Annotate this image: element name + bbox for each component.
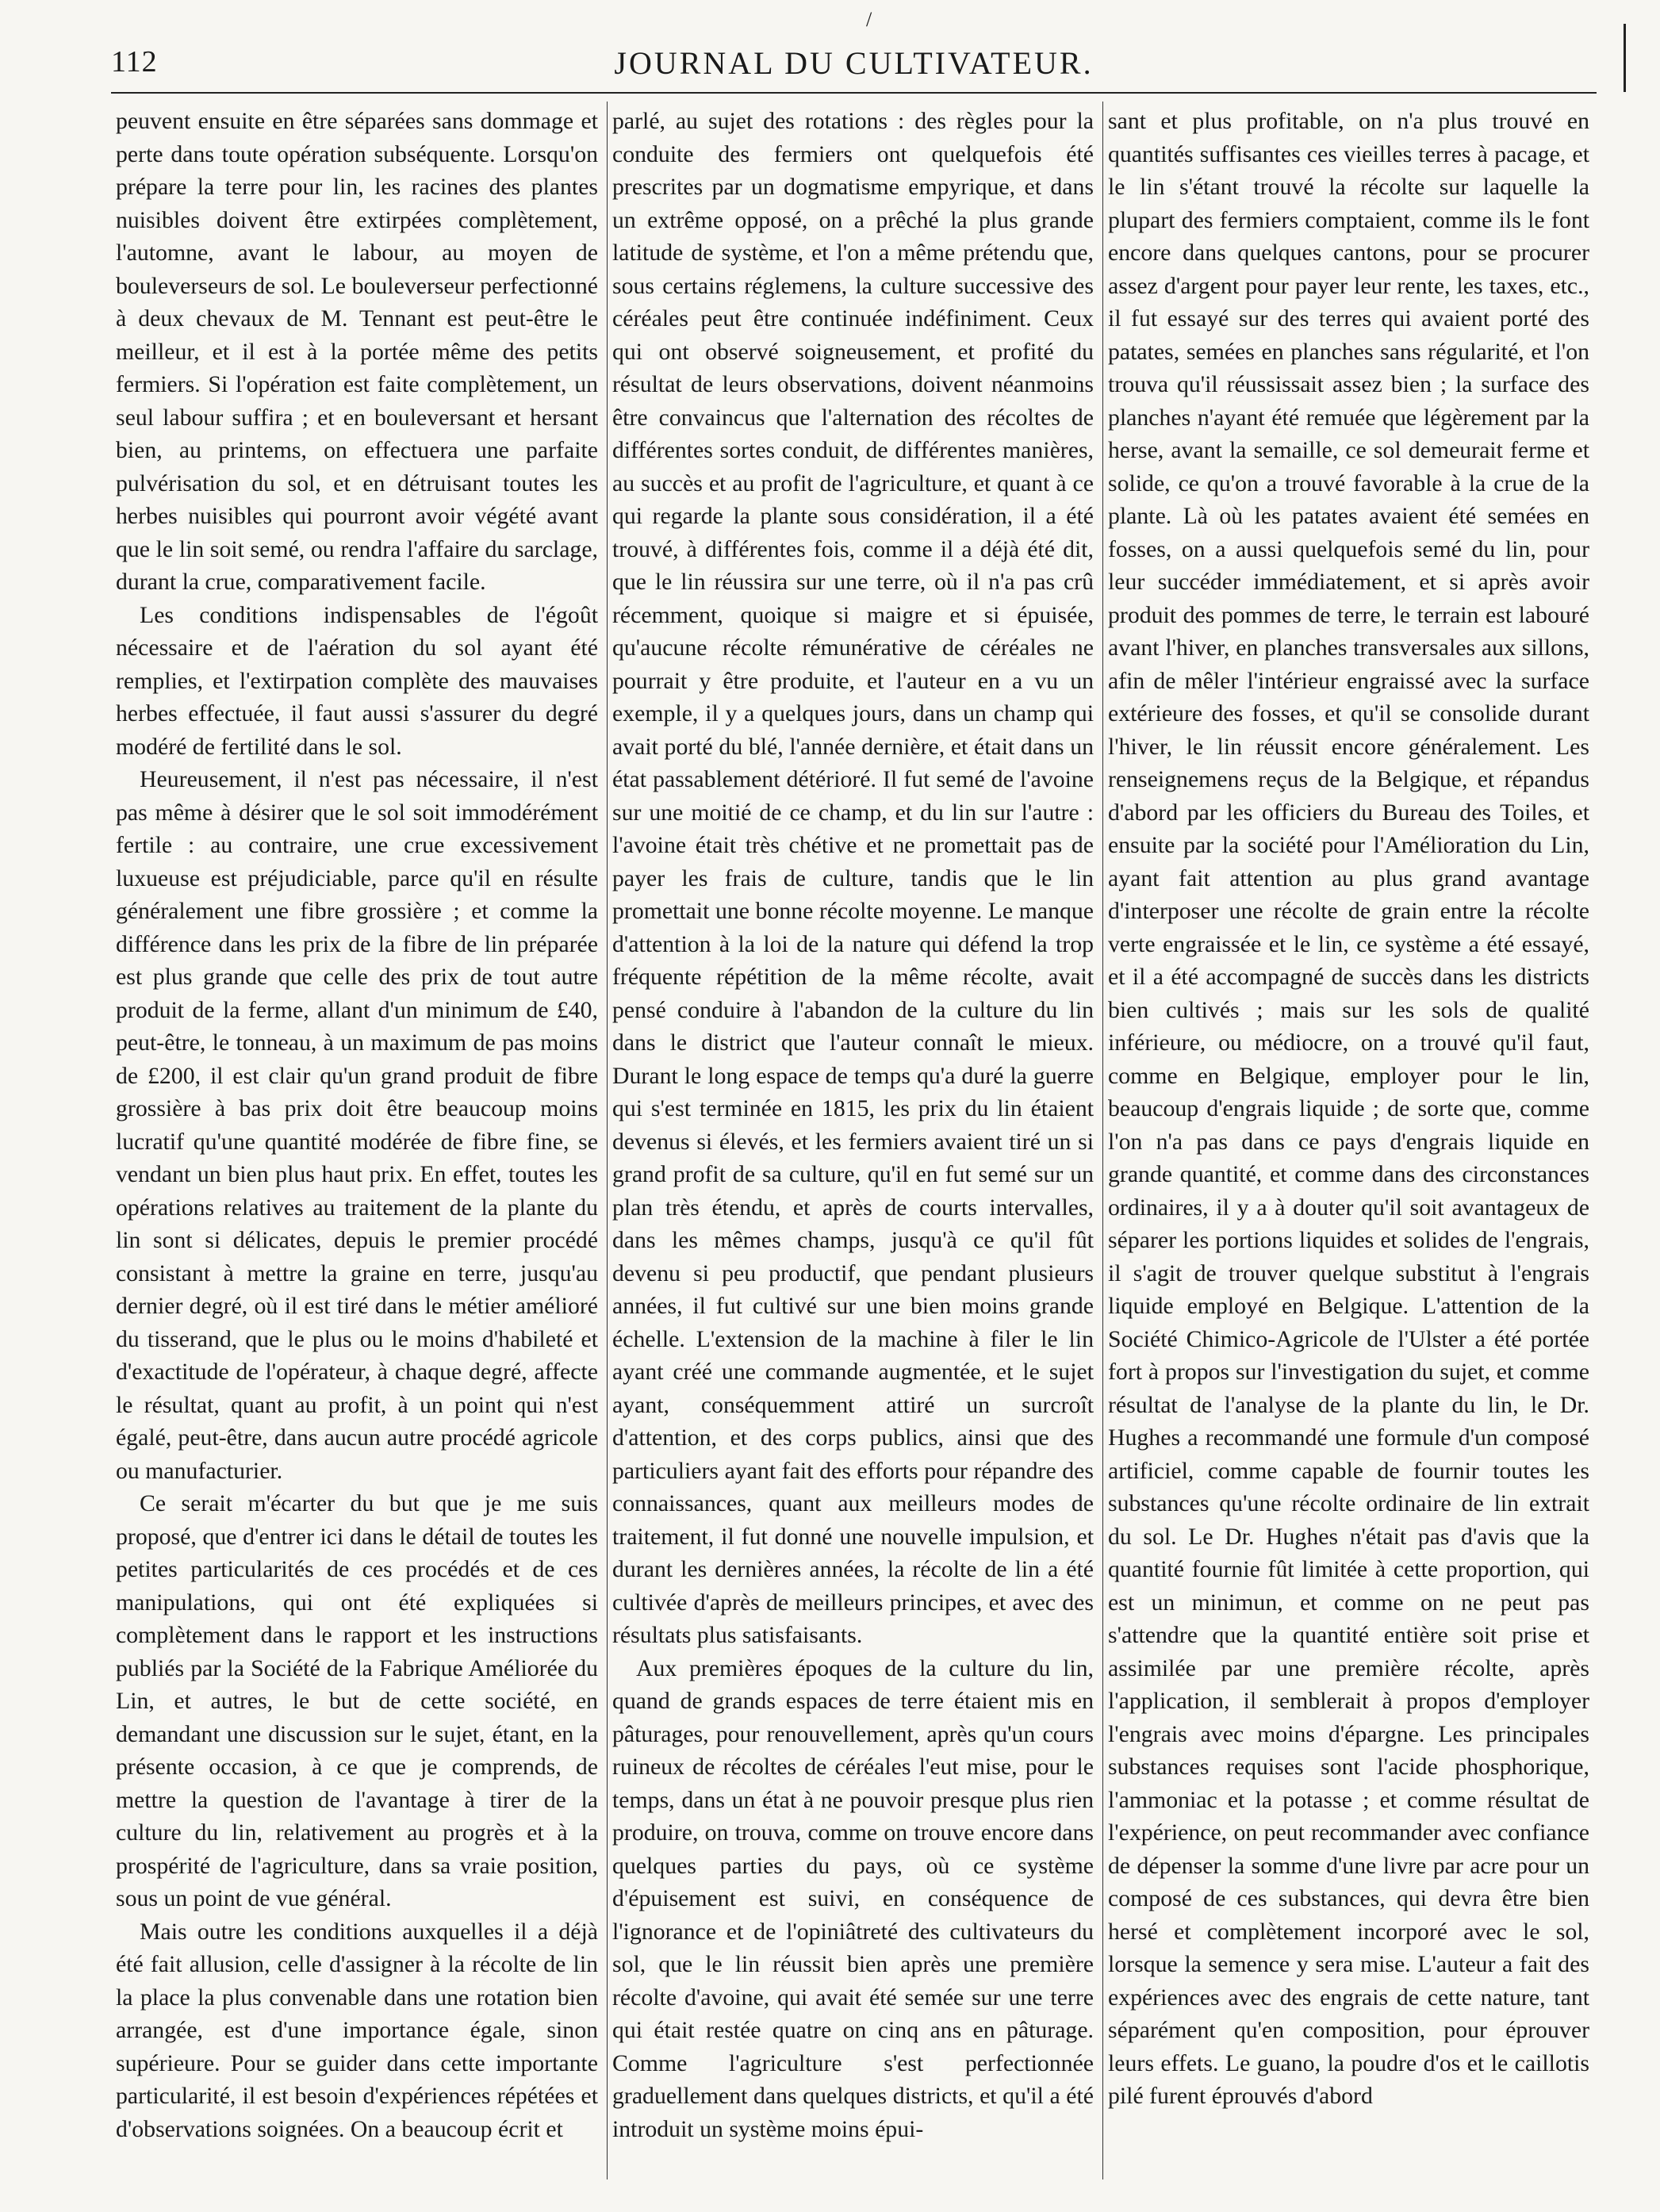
paragraph: Heureusement, il n'est pas nécessaire, il n'est pas même à désirer que le sol soit immodérément fertile : au contraire, une crue excessivement luxueuse est préjudiciable, parce qu'il en résulte généralement une fibre grossière ; et comme la différence dans les prix de la fibre de lin préparée est plus grande que celle des prix de tout autre produit de la ferme, allant d'un minimum de £40, peut-être, le tonneau, à un maximum de pas moins de £200, il est clair qu'un grand produit de fibre grossière à bas prix doit être beaucoup moins lucratif qu'une quantité modérée de fibre fine, se vendant un bien plus haut prix. En effet, toutes les opérations relatives au traitement de la plante du lin sont si délicates, depuis le premier procédé consistant à mettre la graine en terre, jusqu'au dernier degré, où il est tiré dans le métier amélioré du tisserand, que le plus ou le moins d'habileté et d'exactitude de l'opérateur, à chaque degré, affecte le résultat, quant au profit, à un point qui n'est égalé, peut-être, dans aucun autre procédé agricole ou manufacturier. <box>116 766 598 1484</box>
paragraph: sant et plus profitable, on n'a plus trouvé en quantités suffisantes ces vieilles terres à pacage, et le lin s'étant trouvé la récolte sur laquelle la plupart des fermiers comptaient, comme ils le font encore dans quelques cantons, pour se procurer assez d'argent pour payer leur rente, les taxes, etc., il fut essayé sur des terres qui avaient porté des patates, semées en planches sans régularité, et l'on trouva qu'il réussissait assez bien ; la surface des planches n'ayant été remuée que légèrement par la herse, avant la semaille, ce sol demeurait ferme et solide, ce qu'on a trouvé favorable à la crue de la plante. Là où les patates avaient été semées en fosses, on a aussi quelquefois semé du lin, pour leur succéder immédiatement, et si après avoir produit des pommes de terre, le terrain est labouré avant l'hiver, en planches transversales aux sillons, afin de mêler l'intérieur engraissé avec la surface extérieure des fosses, et qu'il se consolide durant l'hiver, le lin réussit encore généralement. Les renseignemens reçus de la Belgique, et répandus d'abord par les officiers du Bureau des Toiles, et ensuite par la société pour l'Amélioration du Lin, ayant fait attention au plus grand avantage d'interposer une récolte de grain entre la récolte verte engraissée et le lin, ce système a été essayé, et il a été accompagné de succès dans les districts bien cultivés ; mais sur les sols de qualité inférieure, ou médiocre, on a trouvé qu'il faut, comme en Belgique, employer pour le lin, beaucoup d'engrais liquide ; de sorte que, comme l'on n'a pas dans ce pays d'engrais liquide en grande quantité, et comme dans des circonstances ordinaires, il y a à douter qu'il soit avantageux de séparer les portions liquides et solides de l'engrais, il s'agit de trouver quelque substitut à l'engrais liquide employé en Belgique. L'attention de la Société Chimico-Agricole de l'Ulster a été portée fort à propos sur l'investigation du sujet, et comme résultat de l'analyse de la plante du lin, le Dr. Hughes a recommandé une formule d'un composé artificiel, comme capable de fournir toutes les substances qu'une récolte ordinaire de lin extrait du sol. Le Dr. Hughes n'était pas d'avis que la quantité fournie fût limitée à cette proportion, qui est un minimun, et comme on ne peut pas s'attendre que la quantité entière soit prise et assimilée par une première récolte, après l'application, il semblerait à propos d'employer l'engrais avec moins d'épargne. Les principales substances requises sont l'acide phosphorique, l'ammoniac et la potasse ; et comme résultat de l'expérience, on peut recommander avec confiance de dépenser la somme d'une livre par acre pour un composé de ces substances, qui devra être bien hersé et complètement incorporé avec le sol, lorsque la semence y sera mise. L'auteur a fait des expériences avec des engrais de cette nature, tant séparément qu'en composition, pour éprouver leurs effets. Le guano, la poudre d'os et le caillotis pilé furent éprouvés d'abord <box>1108 108 1589 2109</box>
page-number: 112 <box>111 45 158 79</box>
running-title: JOURNAL DU CULTIVATEUR. <box>614 45 1094 81</box>
edge-rule <box>1624 24 1626 92</box>
header-rule <box>111 92 1597 94</box>
paragraph: Aux premières époques de la culture du lin, quand de grands espaces de terre étaient mis en pâturages, pour renouvellement, après qu'un cours ruineux de récoltes de céréales l'eut mise, pour le temps, dans un état à ne pouvoir presque plus rien produire, on trouva, comme on trouve encore dans quelques parties du pays, où ce système d'épuisement est suivi, en conséquence de l'ignorance et de l'opiniâtreté des cultivateurs du sol, que le lin réussit bien après une première récolte d'avoine, qui avait été semée sur une terre qui était restée quatre on cinq ans en pâturage. Comme l'agriculture s'est perfectionnée graduellement dans quelques districts, et qu'il a été introduit un système moins épui- <box>612 1654 1094 2142</box>
column-3 <box>1102 102 1594 2179</box>
paragraph: peuvent ensuite en être séparées sans dommage et perte dans toute opération subséquente. Lorsqu'on prépare la terre pour lin, les racines des plantes nuisibles doivent être extirpées complètement, l'automne, avant le labour, au moyen de bouleverseurs de sol. Le bouleverseur perfectionné à deux chevaux de M. Tennant est peut-être le meilleur, et il est à la portée même des petits fermiers. Si l'opération est faite complètement, un seul labour suffira ; et en bouleversant et hersant bien, au printems, on effectuera une parfaite pulvérisation du sol, et en détruisant toutes les herbes nuisibles qui pourront avoir végété avant que le lin soit semé, ou rendra l'affaire du sarclage, durant la crue, comparativement facile. <box>116 108 598 595</box>
paragraph: Les conditions indispensables de l'égoût nécessaire et de l'aération du sol ayant été remplies, et l'extirpation complète des mauvaises herbes effectuée, il faut aussi s'assurer du degré modéré de fertilité dans le sol. <box>116 601 598 760</box>
paragraph: Ce serait m'écarter du but que je me suis proposé, que d'entrer ici dans le détail de toutes les petites particularités de ces procédés et de ces manipulations, qui ont été expliquées si complètement dans le rapport et les instructions publiés par la Société de la Fabrique Améliorée du Lin, et autres, le but de cette société, en demandant une discussion sur le sujet, étant, en la présente occasion, à ce que je comprends, de mettre la question de l'avantage à tirer de la culture du lin, relativement au progrès et à la prospérité de l'agriculture, dans sa vraie position, sous un point de vue général. <box>116 1490 598 1911</box>
paragraph: Mais outre les conditions auxquelles il a déjà été fait allusion, celle d'assigner à la récolte de lin la place la plus convenable dans une rotation bien arrangée, est d'une importance égale, sinon supérieure. Pour se guider dans cette importante particularité, il est besoin d'expériences répétées et d'observations soignées. On a beaucoup écrit et <box>116 1918 598 2142</box>
text-columns <box>111 102 1594 2179</box>
paragraph: parlé, au sujet des rotations : des règles pour la conduite des fermiers ont quelquefois été prescrites par un dogmatisme empyrique, et dans un extrême opposé, on a prêché la plus grande latitude de système, et l'on a même prétendu que, sous certains réglemens, la culture successive des céréales peut être continuée indéfiniment. Ceux qui ont observé soigneusement, et profité du résultat de leurs observations, doivent néanmoins être convaincus que l'alternation des récoltes de différentes sortes conduit, de différentes manières, au succès et au profit de l'agriculture, et quant à ce qui regarde la plante sous considération, il a été trouvé, à différentes fois, comme il a déjà été dit, que le lin réussira sur une terre, où il n'a pas crû récemment, quoique si maigre et si épuisée, qu'aucune récolte rémunérative de céréales ne pourrait y être produite, et l'auteur en a vu un exemple, il y a quelques jours, dans un champ qui avait porté du blé, l'année dernière, et était dans un état passablement détérioré. Il fut semé de l'avoine sur une moitié de ce champ, et du lin sur l'autre : l'avoine était très chétive et ne promettait pas de payer les frais de culture, tandis que le lin promettait une bonne récolte moyenne. Le manque d'attention à la loi de la nature qui défend la trop fréquente répétition de la même récolte, avait pensé conduire à l'abandon de la culture du lin dans le district que l'auteur connaît le mieux. Durant le long espace de temps qu'a duré la guerre qui s'est terminée en 1815, les prix du lin étaient devenus si élevés, et les fermiers avaient tiré un si grand profit de sa culture, qu'il en fut semé sur un plan très étendu, et après de courts intervalles, dans les mêmes champs, jusqu'à ce qu'il fût devenu si peu productif, que pendant plusieurs années, il fut cultivé sur une bien moins grande échelle. L'extension de la machine à filer le lin ayant créé une commande augmentée, et le sujet ayant, conséquemment attiré un surcroît d'attention, et des corps publics, ainsi que des particuliers ayant fait des efforts pour répandre des connaissances, quant aux meilleurs modes de traitement, il fut donné une nouvelle impulsion, et durant les dernières années, la récolte de lin a été cultivée d'après de meilleurs principes, et avec des résultats plus satisfaisants. <box>612 108 1094 1648</box>
column-2 <box>607 102 1098 2179</box>
top-mark: / <box>866 8 872 31</box>
page-header <box>111 44 1597 82</box>
column-1 <box>111 102 603 2179</box>
